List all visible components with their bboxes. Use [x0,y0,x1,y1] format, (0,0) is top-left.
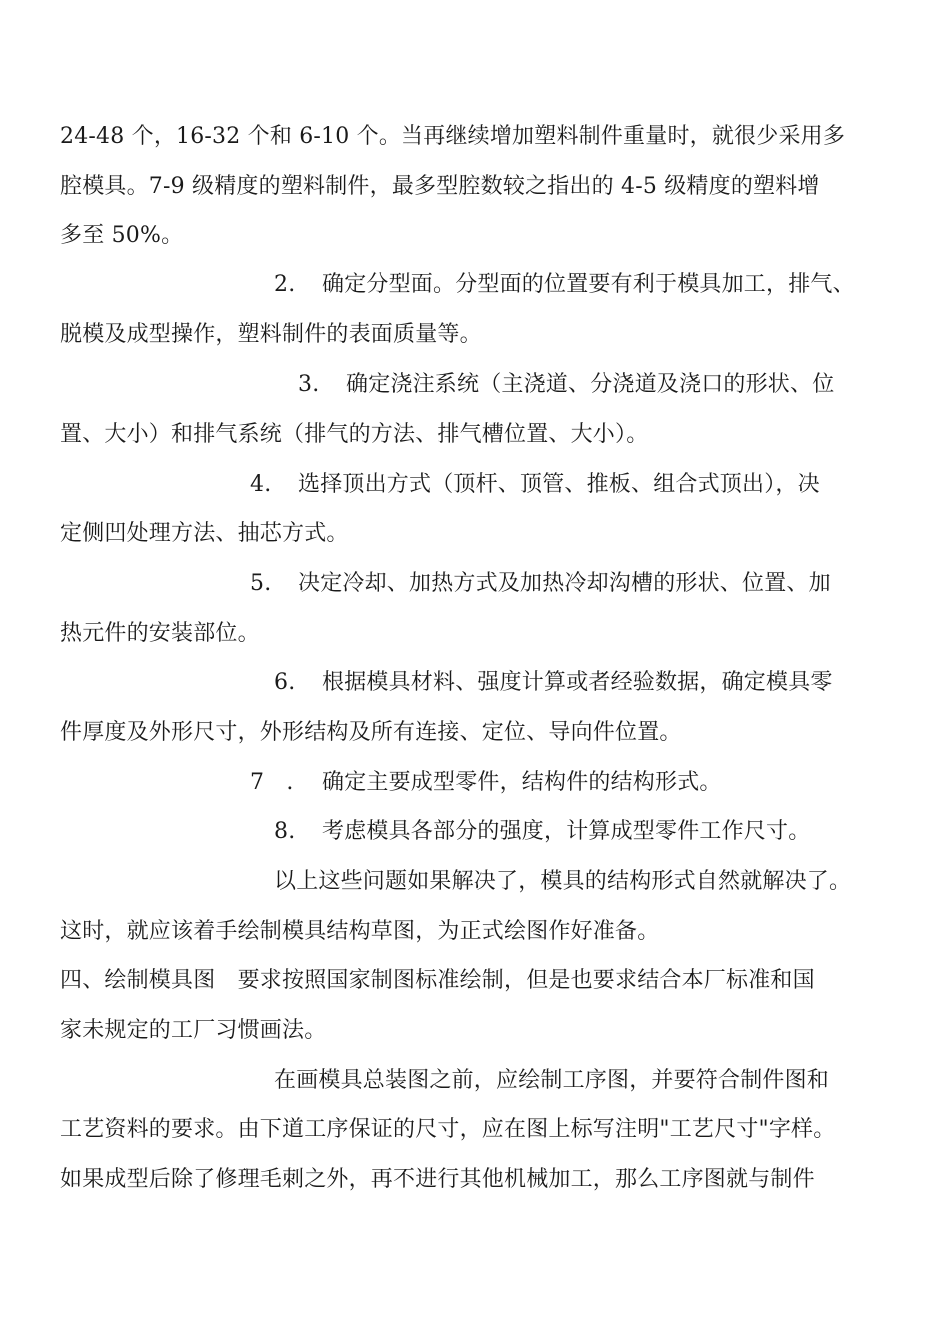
text-line: 家未规定的工厂习惯画法。 [60,1018,327,1043]
list-number: 2. [274,272,296,297]
list-item-text: 决定冷却、加热方式及加热冷却沟槽的形状、位置、加 [298,571,831,596]
text-line: 腔模具。7-9 级精度的塑料制件，最多型腔数较之指出的 4-5 级精度的塑料增 [60,174,820,199]
list-item-text: 确定浇注系统（主浇道、分浇道及浇口的形状、位 [346,372,835,397]
list-number: 6. [274,670,296,695]
list-item-text: 根据模具材料、强度计算或者经验数据，确定模具零 [322,670,833,695]
text-line: 这时，就应该着手绘制模具结构草图，为正式绘图作好准备。 [60,919,660,944]
text-line: 以上这些问题如果解决了，模具的结构形式自然就解决了。 [274,869,852,894]
text-line: 在画模具总装图之前，应绘制工序图，并要符合制件图和 [274,1068,830,1093]
text-line: 置、大小）和排气系统（排气的方法、排气槽位置、大小）。 [60,422,649,447]
text-line: 定侧凹处理方法、抽芯方式。 [60,521,349,546]
list-item-6-first-line [274,668,833,698]
list-item-text: 考虑模具各部分的强度，计算成型零件工作尺寸。 [322,819,811,844]
text-line: 件厚度及外形尺寸，外形结构及所有连接、定位、导向件位置。 [60,720,682,745]
list-item-3-first-line [298,370,834,400]
list-item-text: 确定分型面。分型面的位置要有利于模具加工，排气、 [322,272,855,297]
text-line: 工艺资料的要求。由下道工序保证的尺寸，应在图上标写注明"工艺尺寸"字样。 [60,1117,836,1142]
list-item-2-first-line [274,270,855,300]
list-item-7-first-line [250,768,722,798]
list-item-text: 确定主要成型零件，结构件的结构形式。 [322,770,722,795]
list-number: 5. [250,571,272,596]
list-item-8-first-line [274,817,810,847]
text-line: 多至 50%。 [60,223,184,248]
list-number: 4. [250,472,272,497]
list-number: 3. [298,372,320,397]
text-line: 脱模及成型操作，塑料制件的表面质量等。 [60,322,482,347]
list-item-text: 选择顶出方式（顶杆、顶管、推板、组合式顶出），决 [298,472,820,497]
text-line: 热元件的安装部位。 [60,621,260,646]
section-heading-line: 四、绘制模具图 要求按照国家制图标准绘制，但是也要求结合本厂标准和国 [60,968,815,993]
text-line: 24-48 个，16-32 个和 6-10 个。当再继续增加塑料制件重量时，就很少采用多 [60,124,846,149]
list-item-4-first-line [250,470,820,500]
list-number: 7 . [250,770,294,795]
text-line: 如果成型后除了修理毛刺之外，再不进行其他机械加工，那么工序图就与制件 [60,1167,815,1192]
list-number: 8. [274,819,296,844]
list-item-5-first-line [250,569,831,599]
